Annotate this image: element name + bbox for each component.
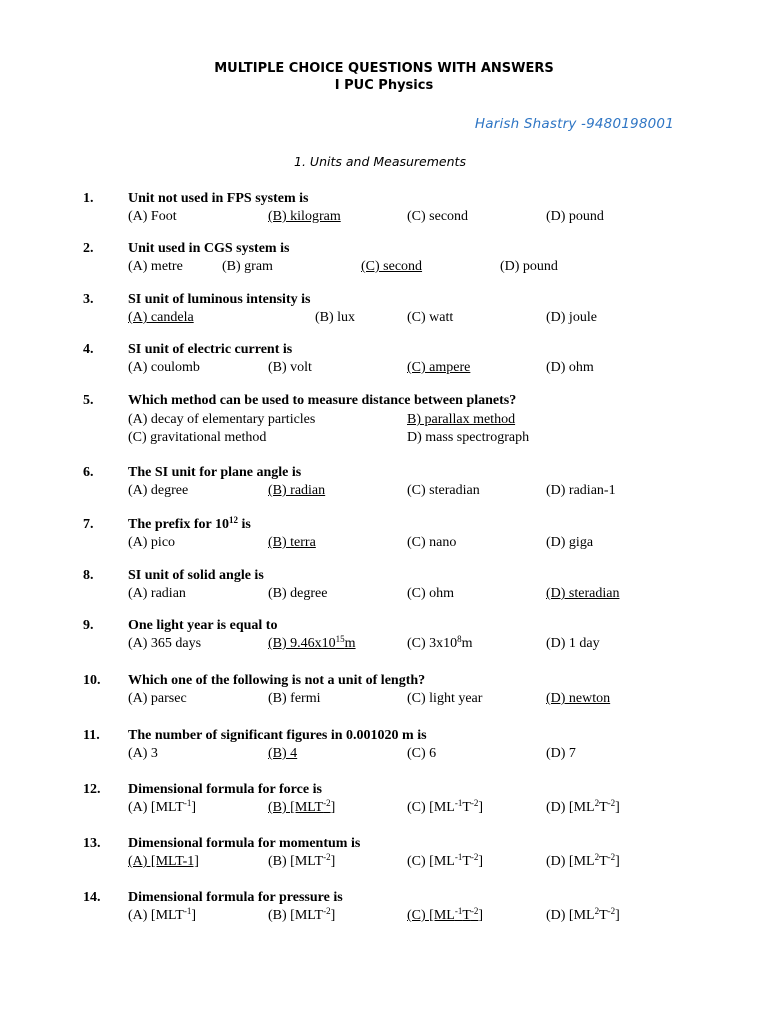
answer-option-correct: (B) terra	[268, 535, 316, 550]
question-number: 12.	[83, 782, 101, 797]
author-line: Harish Shastry -9480198001	[474, 116, 674, 132]
question-text: SI unit of solid angle is	[128, 568, 264, 583]
answer-option: (C) second	[407, 209, 469, 224]
question-number: 14.	[83, 890, 101, 905]
answer-option: (B) gram	[222, 259, 273, 274]
answer-option: (A) pico	[128, 535, 176, 550]
answer-option: (D) giga	[546, 535, 594, 550]
answer-option: (A) metre	[128, 259, 183, 274]
answer-option-correct: (D) steradian	[546, 586, 620, 601]
answer-option: (C) watt	[407, 310, 454, 325]
answer-option: (D) 7	[546, 746, 576, 761]
answer-option: (D) $[ML^2T^{-2}]$	[546, 798, 620, 815]
answer-option-correct: (B) $[MLT^{-2}]$	[268, 798, 336, 815]
answer-option: (D) pound	[546, 209, 604, 224]
answer-option-correct: B) parallax method	[407, 412, 516, 427]
question-text: Unit used in CGS system is	[128, 241, 290, 256]
answer-option-correct: (C) second	[361, 259, 423, 274]
answer-option: (A) radian	[128, 586, 186, 601]
question-number: 5.	[83, 393, 94, 408]
answer-option: (B) $[MLT^{-2}]$	[268, 852, 336, 869]
answer-option: (D) ohm	[546, 360, 594, 375]
answer-option: (A) parsec	[128, 691, 187, 706]
answer-option-correct: (C) $[ML^{-1}T^{-2}]$	[407, 906, 484, 923]
question-text: Dimensional formula for pressure is	[128, 890, 343, 905]
answer-option: (C) ohm	[407, 586, 455, 601]
answer-option: (C) steradian	[407, 483, 480, 498]
chapter-heading: 1. Units and Measurements	[294, 154, 466, 169]
answer-option: (D) $[ML^2T^{-2}]$	[546, 852, 620, 869]
answer-option-correct: (A) [MLT-1]	[128, 854, 199, 869]
answer-option: (D) joule	[546, 310, 597, 325]
answer-option: (C) gravitational method	[128, 430, 267, 445]
answer-option-correct: (B) radian	[268, 483, 326, 498]
question-text: The prefix for $10^{12}$ is	[128, 515, 251, 532]
answer-option: (A) Foot	[128, 209, 177, 224]
answer-option-correct: (D) newton	[546, 691, 611, 706]
question-text: Dimensional formula for momentum is	[128, 836, 361, 851]
question-text: The SI unit for plane angle is	[128, 465, 302, 480]
answer-option: D) mass spectrograph	[407, 430, 530, 445]
question-number: 11.	[83, 728, 100, 743]
answer-option-correct: (C) ampere	[407, 360, 471, 375]
answer-option: (B) volt	[268, 360, 312, 375]
answer-option: (B) degree	[268, 586, 328, 601]
answer-option: (A) 3	[128, 746, 158, 761]
answer-option: (C) 6	[407, 746, 437, 761]
question-number: 1.	[83, 191, 94, 206]
question-text: Which method can be used to measure distance between planets?	[128, 393, 517, 408]
answer-option: (B) fermi	[268, 691, 321, 706]
answer-option-correct: (A) candela	[128, 310, 194, 325]
answer-option: (D) $[ML^2T^{-2}]$	[546, 906, 620, 923]
question-text: Dimensional formula for force is	[128, 782, 322, 797]
answer-option: (C) $[ML^{-1}T^{-2}]$	[407, 852, 484, 869]
answer-option: (B) $[MLT^{-2}]$	[268, 906, 336, 923]
question-number: 2.	[83, 241, 94, 256]
question-number: 9.	[83, 618, 94, 633]
answer-option-correct: (B) $9.46x10^{15}m$	[268, 634, 356, 651]
document-subtitle: I PUC Physics	[334, 78, 434, 93]
question-text: SI unit of electric current is	[128, 342, 293, 357]
answer-option: (C) nano	[407, 535, 457, 550]
answer-option: (C) light year	[407, 691, 483, 706]
question-text: The number of significant figures in 0.001020 m is	[128, 728, 427, 743]
question-text: Which one of the following is not a unit of length?	[128, 673, 426, 688]
document-title: MULTIPLE CHOICE QUESTIONS WITH ANSWERS	[214, 61, 554, 76]
answer-option: (D) 1 day	[546, 636, 600, 651]
question-number: 6.	[83, 465, 94, 480]
question-number: 10.	[83, 673, 101, 688]
answer-option: (A) $[MLT^{-1}]$	[128, 798, 197, 815]
answer-option: (D) radian-1	[546, 483, 616, 498]
answer-option: (B) lux	[315, 310, 356, 325]
question-text: SI unit of luminous intensity is	[128, 292, 311, 307]
question-number: 7.	[83, 517, 94, 532]
answer-option: (C) $[ML^{-1}T^{-2}]$	[407, 798, 484, 815]
question-text: One light year is equal to	[128, 618, 278, 633]
answer-option-correct: (B) 4	[268, 746, 298, 761]
answer-option: (A) 365 days	[128, 636, 202, 651]
question-number: 8.	[83, 568, 94, 583]
answer-option: (C) $3x10^8m$	[407, 634, 473, 651]
question-number: 4.	[83, 342, 94, 357]
answer-option: (A) degree	[128, 483, 189, 498]
answer-option-correct: (B) kilogram	[268, 209, 341, 224]
question-number: 3.	[83, 292, 94, 307]
question-number: 13.	[83, 836, 101, 851]
question-text: Unit not used in FPS system is	[128, 191, 309, 206]
answer-option: (A) coulomb	[128, 360, 200, 375]
answer-option: (A) $[MLT^{-1}]$	[128, 906, 197, 923]
answer-option: (D) pound	[500, 259, 558, 274]
answer-option: (A) decay of elementary particles	[128, 412, 316, 427]
